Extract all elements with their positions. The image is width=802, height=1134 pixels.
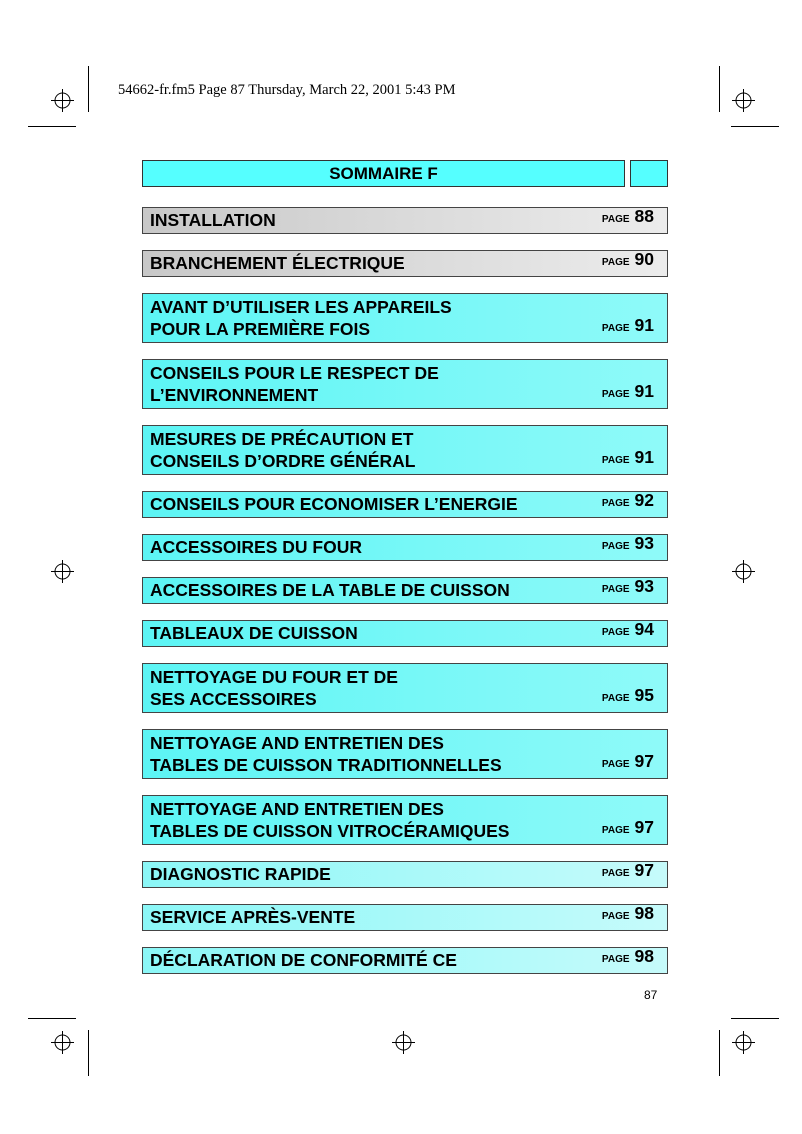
toc-entry-label: ACCESSOIRES DE LA TABLE DE CUISSON	[150, 580, 510, 600]
toc-entry-label: NETTOYAGE AND ENTRETIEN DES TABLES DE CUISSON TRADITIONNELLES	[150, 733, 502, 775]
toc-entry-page: PAGE 91	[601, 447, 654, 467]
registration-mark-icon	[51, 1031, 74, 1054]
toc-entry-service[interactable]	[142, 904, 668, 931]
toc-entry-label: DIAGNOSTIC RAPIDE	[150, 864, 331, 884]
crop-line-top-right-horizontal	[731, 126, 779, 127]
file-info-header: 54662-fr.fm5 Page 87 Thursday, March 22, 2001 5:43 PM	[118, 82, 456, 98]
page-number: 87	[644, 988, 658, 1002]
toc-entry-avant-utiliser[interactable]	[142, 293, 668, 343]
registration-mark-icon	[51, 560, 74, 583]
toc-entry-precaution[interactable]	[142, 425, 668, 475]
toc-entry-page: PAGE 93	[601, 533, 654, 553]
toc-entry-nettoyage-vitroceramiques[interactable]	[142, 795, 668, 845]
toc-entry-label: SERVICE APRÈS-VENTE	[150, 907, 356, 927]
title-side-box	[630, 160, 668, 187]
crop-line-bottom-left-horizontal	[28, 1018, 76, 1019]
toc-entry-installation[interactable]	[142, 207, 668, 234]
toc-entry-label: INSTALLATION	[150, 210, 276, 230]
toc-entry-page: PAGE 91	[601, 315, 654, 335]
toc-entry-page: PAGE 95	[601, 685, 654, 705]
crop-line-top-left-horizontal	[28, 126, 76, 127]
toc-entry-label: CONSEILS POUR LE RESPECT DE L’ENVIRONNEMENT	[150, 363, 439, 405]
table-of-contents	[142, 207, 668, 974]
toc-entry-branchement-electrique[interactable]	[142, 250, 668, 277]
toc-entry-label: NETTOYAGE DU FOUR ET DE SES ACCESSOIRES	[150, 667, 398, 709]
crop-line-top-right-vertical	[719, 66, 720, 112]
toc-entry-page: PAGE 98	[601, 903, 654, 923]
toc-entry-nettoyage-traditionnelles[interactable]	[142, 729, 668, 779]
toc-entry-page: PAGE 92	[601, 490, 654, 510]
toc-entry-accessoires-table[interactable]	[142, 577, 668, 604]
toc-entry-label: DÉCLARATION DE CONFORMITÉ CE	[150, 950, 457, 970]
toc-entry-nettoyage-four[interactable]	[142, 663, 668, 713]
toc-entry-page: PAGE 97	[601, 817, 654, 837]
crop-line-bottom-right-horizontal	[731, 1018, 779, 1019]
toc-entry-tableaux[interactable]	[142, 620, 668, 647]
crop-line-bottom-left-vertical	[88, 1030, 89, 1076]
registration-mark-icon	[51, 89, 74, 112]
page-title	[142, 160, 625, 187]
toc-entry-page: PAGE 88	[601, 206, 654, 226]
registration-mark-icon	[732, 89, 755, 112]
toc-entry-label: AVANT D’UTILISER LES APPAREILS POUR LA PREMIÈRE FOIS	[150, 297, 452, 339]
toc-entry-label: ACCESSOIRES DU FOUR	[150, 537, 362, 557]
toc-entry-page: PAGE 91	[601, 381, 654, 401]
crop-line-bottom-right-vertical	[719, 1030, 720, 1076]
toc-entry-label: CONSEILS POUR ECONOMISER L’ENERGIE	[150, 494, 518, 514]
registration-mark-icon	[392, 1031, 415, 1054]
toc-entry-accessoires-four[interactable]	[142, 534, 668, 561]
toc-entry-page: PAGE 97	[601, 860, 654, 880]
toc-entry-label: NETTOYAGE AND ENTRETIEN DES TABLES DE CUISSON VITROCÉRAMIQUES	[150, 799, 510, 841]
page-title-text: SOMMAIRE F	[329, 163, 438, 183]
toc-entry-label: TABLEAUX DE CUISSON	[150, 623, 358, 643]
registration-mark-icon	[732, 1031, 755, 1054]
toc-entry-page: PAGE 97	[601, 751, 654, 771]
toc-entry-declaration[interactable]	[142, 947, 668, 974]
toc-entry-diagnostic[interactable]	[142, 861, 668, 888]
toc-entry-page: PAGE 90	[601, 249, 654, 269]
registration-mark-icon	[732, 560, 755, 583]
crop-line-top-left-vertical	[88, 66, 89, 112]
toc-entry-page: PAGE 94	[601, 619, 654, 639]
toc-entry-energie[interactable]	[142, 491, 668, 518]
toc-entry-label: MESURES DE PRÉCAUTION ET CONSEILS D’ORDRE GÉNÉRAL	[150, 429, 416, 471]
toc-entry-label: BRANCHEMENT ÉLECTRIQUE	[150, 253, 405, 273]
toc-entry-page: PAGE 93	[601, 576, 654, 596]
toc-entry-page: PAGE 98	[601, 946, 654, 966]
toc-entry-environnement[interactable]	[142, 359, 668, 409]
